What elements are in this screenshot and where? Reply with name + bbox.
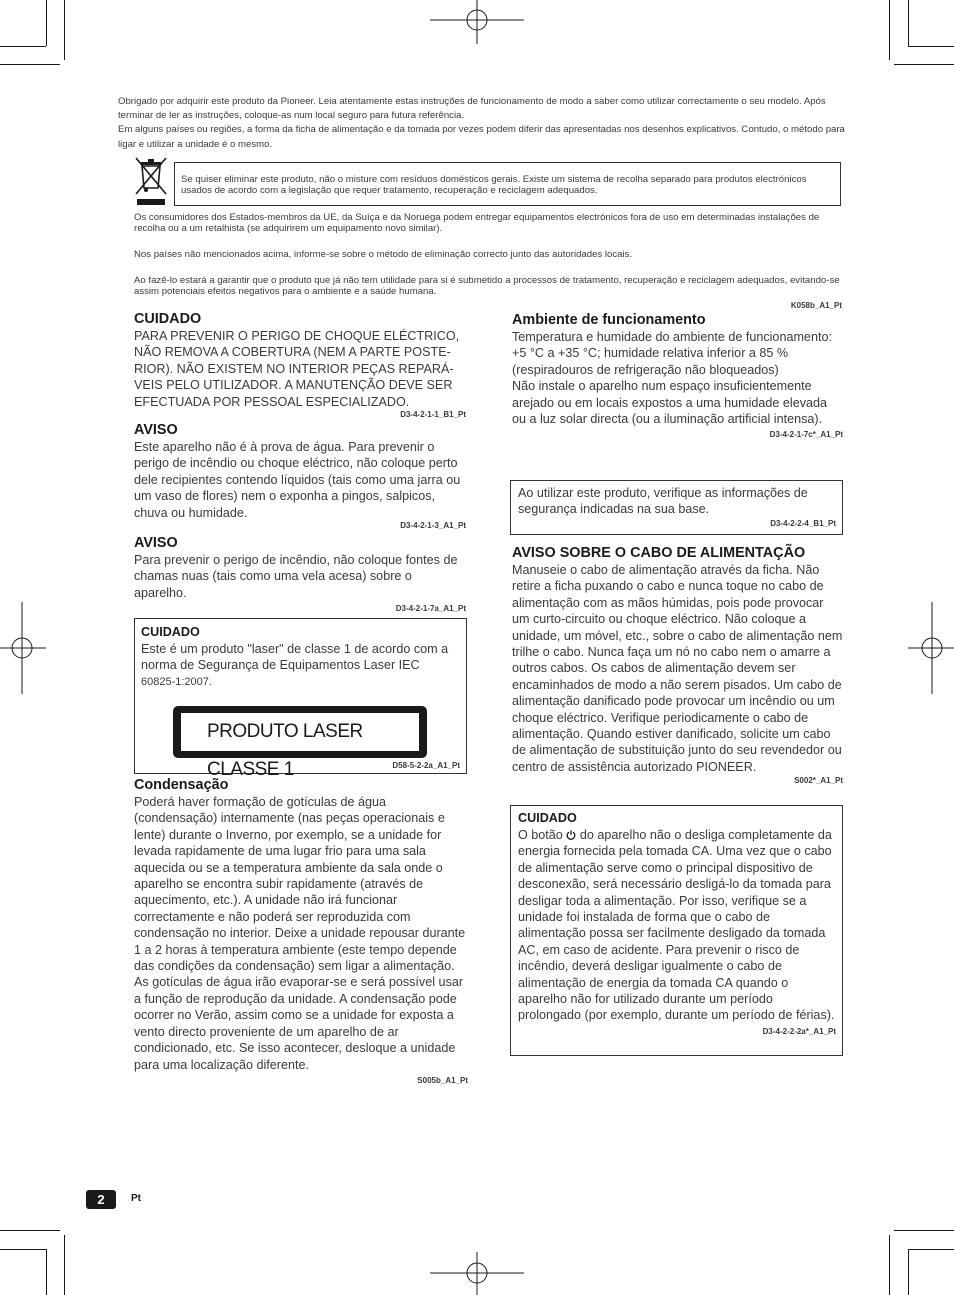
- weee-notice-box: [174, 162, 841, 206]
- laser-box-title: CUIDADO: [141, 625, 200, 639]
- info-box-code: D3-4-2-2-4_B1_Pt: [770, 518, 836, 528]
- laser-box-standard: 60825-1:2007.: [141, 675, 212, 688]
- laser-box-code: D58-5-2-2a_A1_Pt: [392, 761, 460, 770]
- weee-code: K058b_A1_Pt: [790, 301, 842, 310]
- crossed-out-wheelie-bin-icon: [134, 156, 168, 206]
- section-text: Não instale o aparelho num espaço insuficientemente arejado ou em locais expostos a uma humidade elevada ou a luz solar directa (ou a iluminação artificial intensa).: [512, 379, 828, 427]
- info-box-text: Ao utilizar este produto, verifique as informações de segurança indicadas na sua base.: [518, 486, 808, 517]
- section-text: Temperatura e humidade do ambiente de funcionamento:: [512, 330, 832, 344]
- section-text: Para prevenir o perigo de incêndio, não coloque fontes de chamas nuas (tais como uma vela acesa) sobre o aparelho.: [134, 553, 458, 600]
- section-code: S002*_A1_Pt: [794, 776, 843, 786]
- section-code: D3-4-2-1-7c*_A1_Pt: [769, 430, 843, 440]
- section-title: CUIDADO: [134, 311, 202, 327]
- section-title: AVISO SOBRE O CABO DE ALIMENTAÇÃO: [512, 545, 806, 561]
- power-box-text-rest: do aparelho não o desliga completamente da energia fornecida pela tomada CA. Uma vez que o cabo de alimentação serve como o principal dispositivo de desconexão, será necessário desligá-lo da tomada para desligar toda a alimentação. Por isso, verifique se a unidade foi instalada de forma que o cabo de alimentação possa ser facilmente desligado da tomada AC, em caso de acidente. Para prevenir o risco de incêndio, deverá desligar igualmente o cabo de alimentação de energia da tomada CA quando o aparelho não for utilizado durante um período prolongado (por exemplo, durante um período de férias).: [518, 828, 835, 1023]
- laser-warning-box: [134, 618, 467, 780]
- power-box-code: D3-4-2-2-2a*_A1_Pt: [762, 1026, 836, 1036]
- registration-mark-bottom: [430, 1248, 524, 1295]
- laser-class-label-text: PRODUTO LASER CLASSE 1: [181, 713, 419, 751]
- intro-paragraph: Em alguns países ou regiões, a forma da ficha de alimentação e da tomada por vezes podem diferir das apresentadas nos desenhos explicativos. Contudo, o método para ligar e utilizar a unidade é o mesmo.: [118, 124, 845, 150]
- intro-text: [118, 95, 848, 152]
- weee-note: Nos países não mencionados acima, informe-se sobre o método de eliminação correcto junto das autoridades locais.: [134, 249, 633, 260]
- info-box: [510, 480, 843, 535]
- section-title: AVISO: [134, 422, 178, 438]
- power-caution-box: [510, 805, 843, 1056]
- section-text: +5 °C a +35 °C; humidade relativa inferior a 85 % (respiradouros de refrigeração não bloqueados): [512, 346, 789, 377]
- section-title: Ambiente de funcionamento: [512, 312, 706, 328]
- section-title: Condensação: [134, 777, 229, 793]
- section-condensacao: [134, 777, 468, 1089]
- section-text: PARA PREVENIR O PERIGO DE CHOQUE ELÉCTRICO, NÃO REMOVA A COBERTURA (NEM A PARTE POSTE-RIOR). NÃO EXISTEM NO INTERIOR PEÇAS REPARÁ-VEIS PELO UTILIZADOR. A MANUTENÇÃO DEVE SER EFECTUADA POR PESSOAL ESPECIALIZADO.: [134, 329, 460, 409]
- section-code: D3-4-2-1-3_A1_Pt: [400, 521, 466, 531]
- power-box-text: [518, 827, 836, 1024]
- weee-note: Ao fazê-lo estará a garantir que o produto que já não tem utilidade para si é submetido a processos de tratamento, recuperação e reciclagem adequados, evitando-se assim potenciais efeitos negativos para o ambiente e a saúde humana.: [134, 275, 840, 297]
- weee-note: Os consumidores dos Estados-membros da UE, da Suíça e da Noruega podem entregar equipamentos electrónicos fora de uso em determinadas instalações de recolha ou a um retalhista (se adquirirem um equipamento novo similar).: [134, 212, 820, 234]
- section-aviso-agua: [134, 422, 466, 534]
- registration-mark-right: [908, 602, 954, 694]
- section-title: AVISO: [134, 535, 178, 551]
- section-cuidado-choque: [134, 311, 466, 423]
- section-code: S005b_A1_Pt: [417, 1075, 468, 1085]
- power-box-title: CUIDADO: [518, 811, 577, 825]
- section-text: Manuseie o cabo de alimentação através da ficha. Não retire a ficha puxando o cabo e nunca toque no cabo de alimentação com as mãos húmidas, pois pode provocar um curto-circuito ou choque eléctrico. Não coloque a unidade, um móvel, etc., sobre o cabo de alimentação nem trilhe o cabo. Nunca faça um nó no cabo nem o amarre a outros cabos. Os cabos de alimentação devem ser encaminhados de modo a não serem pisados. Um cabo de alimentação danificado pode provocar um incêndio ou um choque eléctrico. Verifique periodicamente o cabo de alimentação. Quando estiver danificado, solicite um cabo de alimentação de substituição junto do seu revendedor ou centro de assistência autorizado PIONEER.: [512, 563, 843, 774]
- registration-mark-left: [0, 602, 46, 694]
- power-icon: [566, 830, 576, 840]
- section-cabo-alimentacao: [512, 545, 843, 790]
- weee-notes: [134, 212, 844, 297]
- power-box-text-start: O botão: [518, 828, 563, 842]
- section-code: D3-4-2-1-1_B1_Pt: [400, 410, 466, 420]
- page-number: 2: [86, 1190, 116, 1209]
- weee-notice-text: Se quiser eliminar este produto, não o misture com resíduos domésticos gerais. Existe um sistema de recolha separado para produtos electrónicos usados de acordo com a legislação que requer tratamento, recuperação e reciclagem adequados.: [181, 174, 807, 196]
- section-aviso-incendio: [134, 535, 466, 618]
- laser-box-text: Este é um produto "laser" de classe 1 de acordo com a norma de Segurança de Equipamentos Laser IEC: [141, 642, 449, 673]
- section-code: D3-4-2-1-7a_A1_Pt: [395, 604, 466, 614]
- language-code: Pt: [131, 1193, 141, 1204]
- section-text: Poderá haver formação de gotículas de água (condensação) internamente (nas peças operacionais e lente) durante o Inverno, por exemplo, se a unidade for levada rapidamente de uma lugar frio para uma sala aquecida ou se a temperatura ambiente da sala onde o aparelho se encontra subir rapidamente (através de aquecimento, etc.). A unidade não irá funcionar correctamente e não poderá ser reproduzida com condensação no interior. Deixe a unidade repousar durante 1 a 2 horas à temperatura ambiente (este tempo depende das condições da condensação) sem ligar a alimentação. As gotículas de água irão evaporar-se e será possível usar a função de reprodução da unidade. A condensação pode ocorrer no Verão, assim como se a unidade for exposta a vento directo proveniente de um aparelho de ar condicionado, etc. Se isso acontecer, desloque a unidade para uma localização diferente.: [134, 795, 466, 1072]
- section-ambiente: [512, 312, 843, 444]
- intro-paragraph: Obrigado por adquirir este produto da Pioneer. Leia atentamente estas instruções de funcionamento de modo a saber como utilizar correctamente o seu modelo. Após terminar de ler as instruções, coloque-as num local seguro para futura referência.: [118, 96, 826, 122]
- registration-mark-top: [430, 0, 524, 60]
- section-text: Este aparelho não é à prova de água. Para prevenir o perigo de incêndio ou choque eléctrico, não coloque perto dele recipientes contendo líquidos (tais como uma jarra ou um vaso de flores) nem o exponha a pingos, salpicos, chuva ou humidade.: [134, 440, 461, 520]
